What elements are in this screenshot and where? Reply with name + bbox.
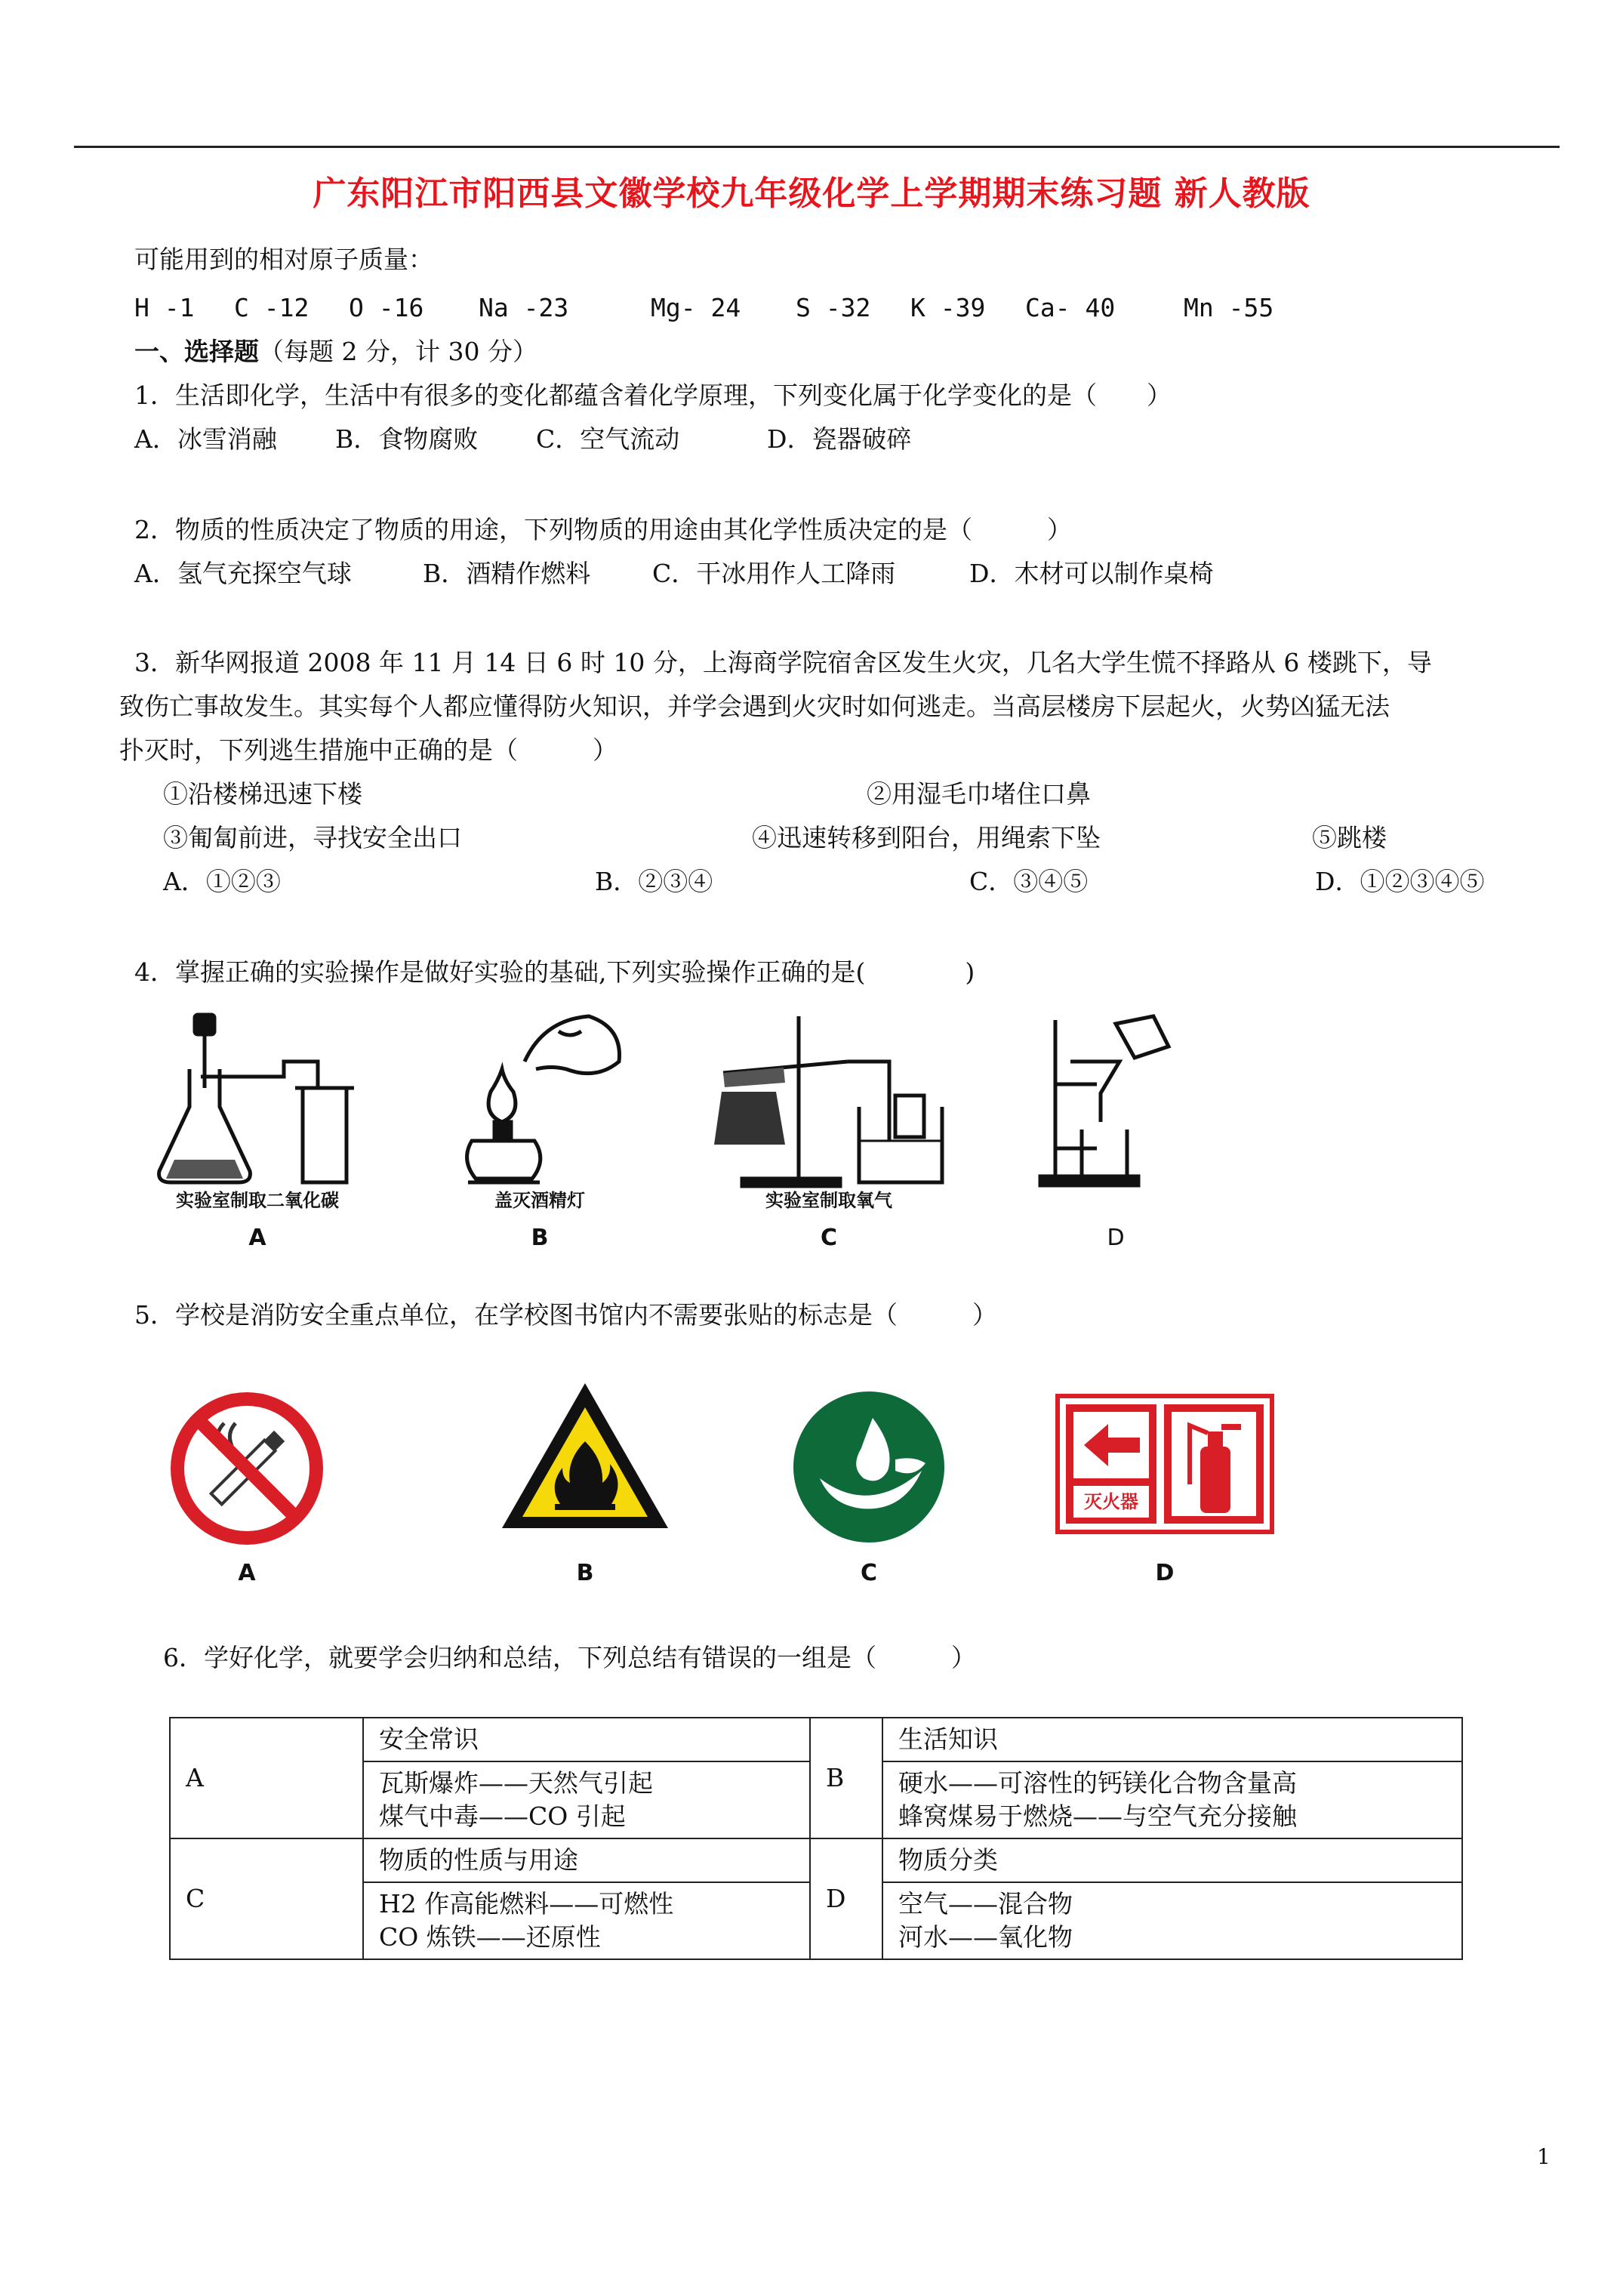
q3-choice-2: ②用湿毛巾堵住口鼻 [867, 779, 1091, 809]
q3-choice-3: ③匍匐前进，寻找安全出口 [163, 823, 462, 852]
section-heading-text: 一、选择题 [134, 337, 259, 366]
table-line: 河水——氧化物 [898, 1922, 1073, 1952]
atomic-mass-item: C -12 [234, 293, 310, 322]
table-row [170, 1838, 1462, 1882]
flammable-warning-sign-icon [498, 1377, 672, 1536]
q2-option-d: D．木材可以制作桌椅 [969, 559, 1214, 588]
atomic-mass-item: Ca- 40 [1025, 293, 1116, 322]
table-cell-key: C [170, 1838, 363, 1959]
atomic-mass-item: Mg- 24 [651, 293, 741, 322]
q6-stem: 6．学好化学，就要学会归纳和总结，下列总结有错误的一组是（ ） [163, 1643, 976, 1672]
water-saving-sign-icon [790, 1388, 948, 1546]
table-line: 硬水——可溶性的钙镁化合物含量高 [898, 1768, 1297, 1798]
q4-figure-d-filtration [1033, 1009, 1199, 1194]
no-smoking-sign-icon [168, 1389, 326, 1548]
q4-figure-b-label: B [531, 1225, 549, 1251]
q5-sign-d-label: D [1155, 1560, 1175, 1586]
q4-figure-b-alcohol-lamp [445, 1009, 634, 1194]
q1-option-d: D．瓷器破碎 [767, 424, 912, 454]
table-cell-title: 物质的性质与用途 [363, 1838, 810, 1882]
table-row [170, 1718, 1462, 1761]
q3-option-a: A．①②③ [163, 867, 281, 896]
table-line: 瓦斯爆炸——天然气引起 [379, 1768, 653, 1798]
table-cell-title: 物质分类 [882, 1838, 1462, 1882]
table-cell-lines [882, 1882, 1462, 1959]
table-cell-lines [363, 1882, 810, 1959]
q4-figure-c-caption: 实验室制取氧气 [765, 1190, 892, 1211]
atomic-mass-item: K -39 [910, 293, 986, 322]
table-line: CO 炼铁——还原性 [379, 1922, 601, 1952]
table-cell-title: 安全常识 [363, 1718, 810, 1761]
q3-option-d: D．①②③④⑤ [1315, 867, 1485, 896]
q1-option-c: C．空气流动 [536, 424, 680, 454]
q3-line-1: 3．新华网报道 2008 年 11 月 14 日 6 时 10 分，上海商学院宿舍区发生火灾，几名大学生慌不择路从 6 楼跳下，导 [134, 648, 1432, 677]
q5-sign-b-label: B [576, 1560, 594, 1586]
atomic-mass-item: H -1 [134, 293, 195, 322]
q3-option-c: C．③④⑤ [969, 867, 1089, 896]
q1-stem: 1．生活即化学，生活中有很多的变化都蕴含着化学原理，下列变化属于化学变化的是（ ） [134, 381, 1172, 410]
page-number: 1 [1537, 2144, 1551, 2169]
fire-extinguisher-sign-text: 灭火器 [1073, 1486, 1149, 1518]
table-cell-title: 生活知识 [882, 1718, 1462, 1761]
table-cell-key: D [810, 1838, 882, 1959]
q5-sign-c-label: C [860, 1560, 878, 1586]
q4-stem: 4．掌握正确的实验操作是做好实验的基础,下列实验操作正确的是( ) [134, 957, 975, 987]
q5-stem: 5．学校是消防安全重点单位，在学校图书馆内不需要张贴的标志是（ ） [134, 1300, 997, 1330]
section-heading [134, 335, 537, 368]
q3-choice-4: ④迅速转移到阳台，用绳索下坠 [752, 823, 1101, 852]
q4-figure-a-label: A [248, 1225, 266, 1251]
q4-figure-d-label: D [1107, 1225, 1125, 1251]
q4-figure-a-apparatus [148, 1009, 367, 1194]
q5-sign-a-label: A [238, 1560, 256, 1586]
table-cell-key: B [810, 1718, 882, 1838]
document-title: 广东阳江市阳西县文徽学校九年级化学上学期期末练习题 新人教版 [313, 174, 1310, 213]
q3-choice-5: ⑤跳楼 [1312, 823, 1387, 852]
q4-figure-c-oxygen-setup [701, 1009, 957, 1194]
atomic-mass-item: Na -23 [479, 293, 569, 322]
atomic-mass-label: 可能用到的相对原子质量： [134, 245, 433, 274]
q1-option-b: B．食物腐败 [335, 424, 479, 454]
table-line: 空气——混合物 [898, 1889, 1073, 1918]
table-cell-lines [363, 1761, 810, 1838]
table-line: 煤气中毒——CO 引起 [379, 1801, 626, 1831]
atomic-mass-item: O -16 [349, 293, 424, 322]
q3-choice-1: ①沿楼梯迅速下楼 [163, 779, 362, 809]
table-line: H2 作高能燃料——可燃性 [379, 1889, 674, 1918]
q4-figure-a-caption: 实验室制取二氧化碳 [176, 1190, 339, 1211]
q2-option-c: C．干冰用作人工降雨 [652, 559, 896, 588]
header-rule [74, 146, 1560, 148]
q2-option-a: A．氢气充探空气球 [134, 559, 352, 588]
q3-line-3: 扑灭时，下列逃生措施中正确的是（ ） [119, 735, 617, 765]
table-cell-lines [882, 1761, 1462, 1838]
q3-line-2: 致伤亡事故发生。其实每个人都应懂得防火知识，并学会遇到火灾时如何逃走。当高层楼房下层起火，火势凶猛无法 [119, 692, 1390, 721]
table-cell-key: A [170, 1718, 363, 1838]
q2-option-b: B．酒精作燃料 [423, 559, 591, 588]
fire-extinguisher-sign [1055, 1394, 1274, 1534]
table-line: 蜂窝煤易于燃烧——与空气充分接触 [898, 1801, 1297, 1831]
atomic-mass-item: Mn -55 [1184, 293, 1274, 322]
q4-figure-b-caption: 盖灭酒精灯 [494, 1190, 585, 1211]
q1-option-a: A．冰雪消融 [134, 424, 277, 454]
q3-option-b: B．②③④ [595, 867, 713, 896]
q2-stem: 2．物质的性质决定了物质的用途，下列物质的用途由其化学性质决定的是（ ） [134, 515, 1072, 544]
atomic-mass-item: S -32 [796, 293, 871, 322]
section-heading-note: （每题 2 分，计 30 分） [259, 337, 537, 366]
q4-figure-c-label: C [820, 1225, 838, 1251]
q6-summary-table [169, 1717, 1463, 1960]
